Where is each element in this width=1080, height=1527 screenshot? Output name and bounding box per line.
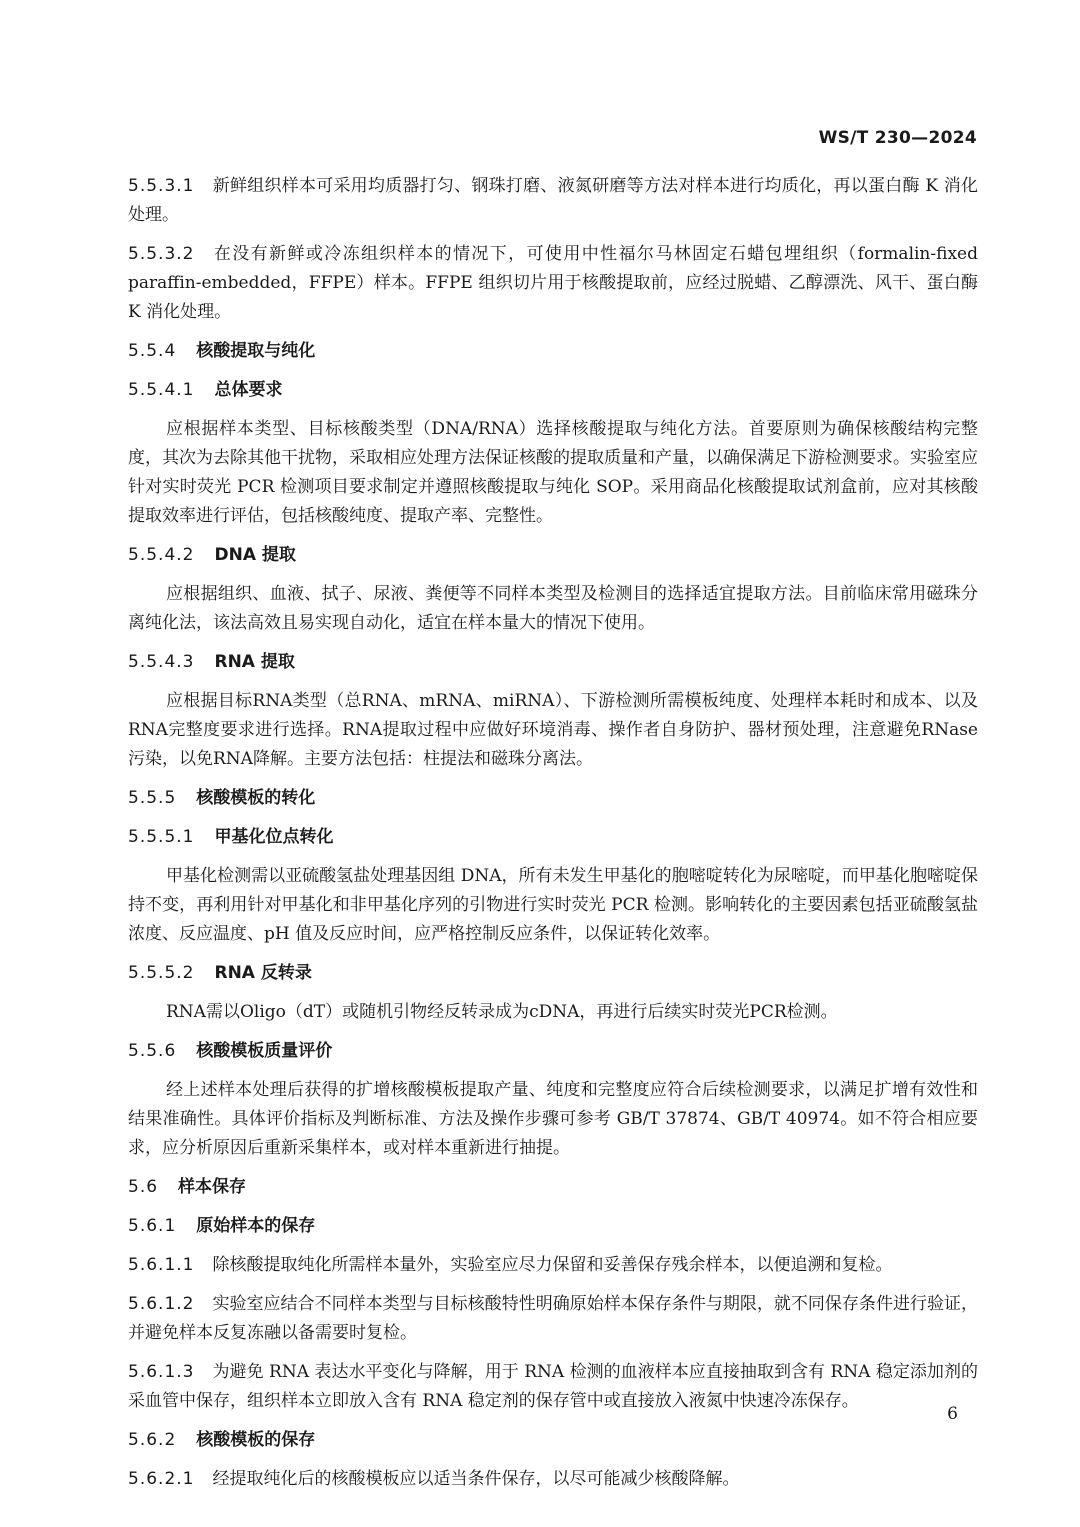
- heading-number: 5.5.4: [128, 341, 177, 361]
- heading-number: 5.5.6: [128, 1041, 177, 1061]
- clause-text: 新鲜组织样本可采用均质器打匀、钢珠打磨、液氮研磨等方法对样本进行均质化，再以蛋白酶 K 消化处理。: [128, 176, 978, 225]
- heading-5-6: [128, 1173, 978, 1202]
- clause-number: 5.6.1.3: [128, 1362, 195, 1382]
- clause-number: 5.6.1.2: [128, 1294, 195, 1314]
- clause-text: 经提取纯化后的核酸模板应以适当条件保存，以尽可能减少核酸降解。: [212, 1469, 740, 1489]
- clause-5-5-3-2: [128, 240, 978, 327]
- heading-5-5-5: [128, 784, 978, 813]
- heading-title: 核酸模板的保存: [196, 1430, 316, 1450]
- page-number: 6: [947, 1404, 958, 1424]
- clause-number: 5.6.2.1: [128, 1469, 195, 1489]
- heading-5-5-5-1: [128, 823, 978, 852]
- heading-title: 核酸提取与纯化: [196, 341, 316, 361]
- heading-title: 核酸模板的转化: [196, 788, 316, 808]
- heading-title: 原始样本的保存: [196, 1216, 316, 1236]
- heading-5-5-4-2: [128, 541, 978, 570]
- paragraph-5-5-4-2: 应根据组织、血液、拭子、尿液、粪便等不同样本类型及检测目的选择适宜提取方法。目前临床常用磁珠分离纯化法，该法高效且易实现自动化，适宜在样本量大的情况下使用。: [128, 584, 978, 633]
- heading-title: RNA 反转录: [214, 963, 312, 983]
- heading-number: 5.6.2: [128, 1430, 177, 1450]
- heading-title: 核酸模板质量评价: [196, 1041, 333, 1061]
- heading-number: 5.5.5.1: [128, 827, 195, 847]
- heading-title: RNA 提取: [214, 652, 295, 672]
- heading-title: 样本保存: [178, 1177, 247, 1197]
- document-body: [128, 172, 978, 1504]
- heading-number: 5.5.5.2: [128, 963, 195, 983]
- heading-title: 总体要求: [214, 380, 283, 400]
- paragraph-5-5-4-1: 应根据样本类型、目标核酸类型（DNA/RNA）选择核酸提取与纯化方法。首要原则为确保核酸结构完整度，其次为去除其他干扰物，采取相应处理方法保证核酸的提取质量和产量，以确保满足下游检测要求。实验室应针对实时荧光 PCR 检测项目要求制定并遵照核酸提取与纯化 SOP。采用商品化核酸提取试剂盒前，应对其核酸提取效率进行评估，包括核酸纯度、提取产率、完整性。: [128, 419, 978, 526]
- heading-5-5-4-1: [128, 376, 978, 405]
- clause-5-6-1-1: [128, 1251, 978, 1280]
- heading-number: 5.5.4.1: [128, 380, 195, 400]
- clause-text: 实验室应结合不同样本类型与目标核酸特性明确原始样本保存条件与期限，就不同保存条件进行验证，并避免样本反复冻融以备需要时复检。: [128, 1294, 978, 1343]
- clause-number: 5.6.1.1: [128, 1255, 195, 1275]
- heading-5-6-2: [128, 1426, 978, 1455]
- clause-number: 5.5.3.1: [128, 176, 195, 196]
- heading-number: 5.5.5: [128, 788, 177, 808]
- clause-5-5-3-1: [128, 172, 978, 230]
- heading-5-6-1: [128, 1212, 978, 1241]
- heading-number: 5.6: [128, 1177, 159, 1197]
- clause-5-6-1-2: [128, 1290, 978, 1348]
- heading-title: DNA 提取: [214, 545, 296, 565]
- paragraph-5-5-6: 经上述样本处理后获得的扩增核酸模板提取产量、纯度和完整度应符合后续检测要求，以满足扩增有效性和结果准确性。具体评价指标及判断标准、方法及操作步骤可参考 GB/T 37874、GB/T 40974。如不符合相应要求，应分析原因后重新采集样本，或对样本重新进行抽提。: [128, 1080, 978, 1158]
- heading-5-5-4-3: [128, 648, 978, 677]
- heading-number: 5.5.4.3: [128, 652, 195, 672]
- heading-number: 5.5.4.2: [128, 545, 195, 565]
- document-number: WS/T 230—2024: [818, 128, 977, 148]
- heading-number: 5.6.1: [128, 1216, 177, 1236]
- clause-5-6-1-3: [128, 1358, 978, 1416]
- heading-5-5-6: [128, 1037, 978, 1066]
- paragraph-5-5-5-2: RNA需以Oligo（dT）或随机引物经反转录成为cDNA，再进行后续实时荧光PCR检测。: [166, 1002, 838, 1022]
- heading-5-5-5-2: [128, 959, 978, 988]
- heading-5-5-4: [128, 337, 978, 366]
- heading-title: 甲基化位点转化: [214, 827, 334, 847]
- clause-text: 为避免 RNA 表达水平变化与降解，用于 RNA 检测的血液样本应直接抽取到含有 RNA 稳定添加剂的采血管中保存，组织样本立即放入含有 RNA 稳定剂的保存管中或直接放入液氮中快速冷冻保存。: [128, 1362, 978, 1411]
- clause-5-6-2-1: [128, 1465, 978, 1494]
- clause-text: 在没有新鲜或冷冻组织样本的情况下，可使用中性福尔马林固定石蜡包埋组织（formalin-fixed paraffin-embedded，FFPE）样本。FFPE 组织切片用于核酸提取前，应经过脱蜡、乙醇漂洗、风干、蛋白酶 K 消化处理。: [128, 244, 978, 322]
- clause-number: 5.5.3.2: [128, 244, 195, 264]
- paragraph-5-5-5-1: 甲基化检测需以亚硫酸氢盐处理基因组 DNA，所有未发生甲基化的胞嘧啶转化为尿嘧啶，而甲基化胞嘧啶保持不变，再利用针对甲基化和非甲基化序列的引物进行实时荧光 PCR 检测。影响转化的主要因素包括亚硫酸氢盐浓度、反应温度、pH 值及反应时间，应严格控制反应条件，以保证转化效率。: [128, 866, 978, 944]
- paragraph-5-5-4-3: 应根据目标RNA类型（总RNA、mRNA、miRNA）、下游检测所需模板纯度、处理样本耗时和成本、以及RNA完整度要求进行选择。RNA提取过程中应做好环境消毒、操作者自身防护、器材预处理，注意避免RNase污染，以免RNA降解。主要方法包括：柱提法和磁珠分离法。: [128, 691, 978, 769]
- clause-text: 除核酸提取纯化所需样本量外，实验室应尽力保留和妥善保存残余样本，以便追溯和复检。: [212, 1255, 893, 1275]
